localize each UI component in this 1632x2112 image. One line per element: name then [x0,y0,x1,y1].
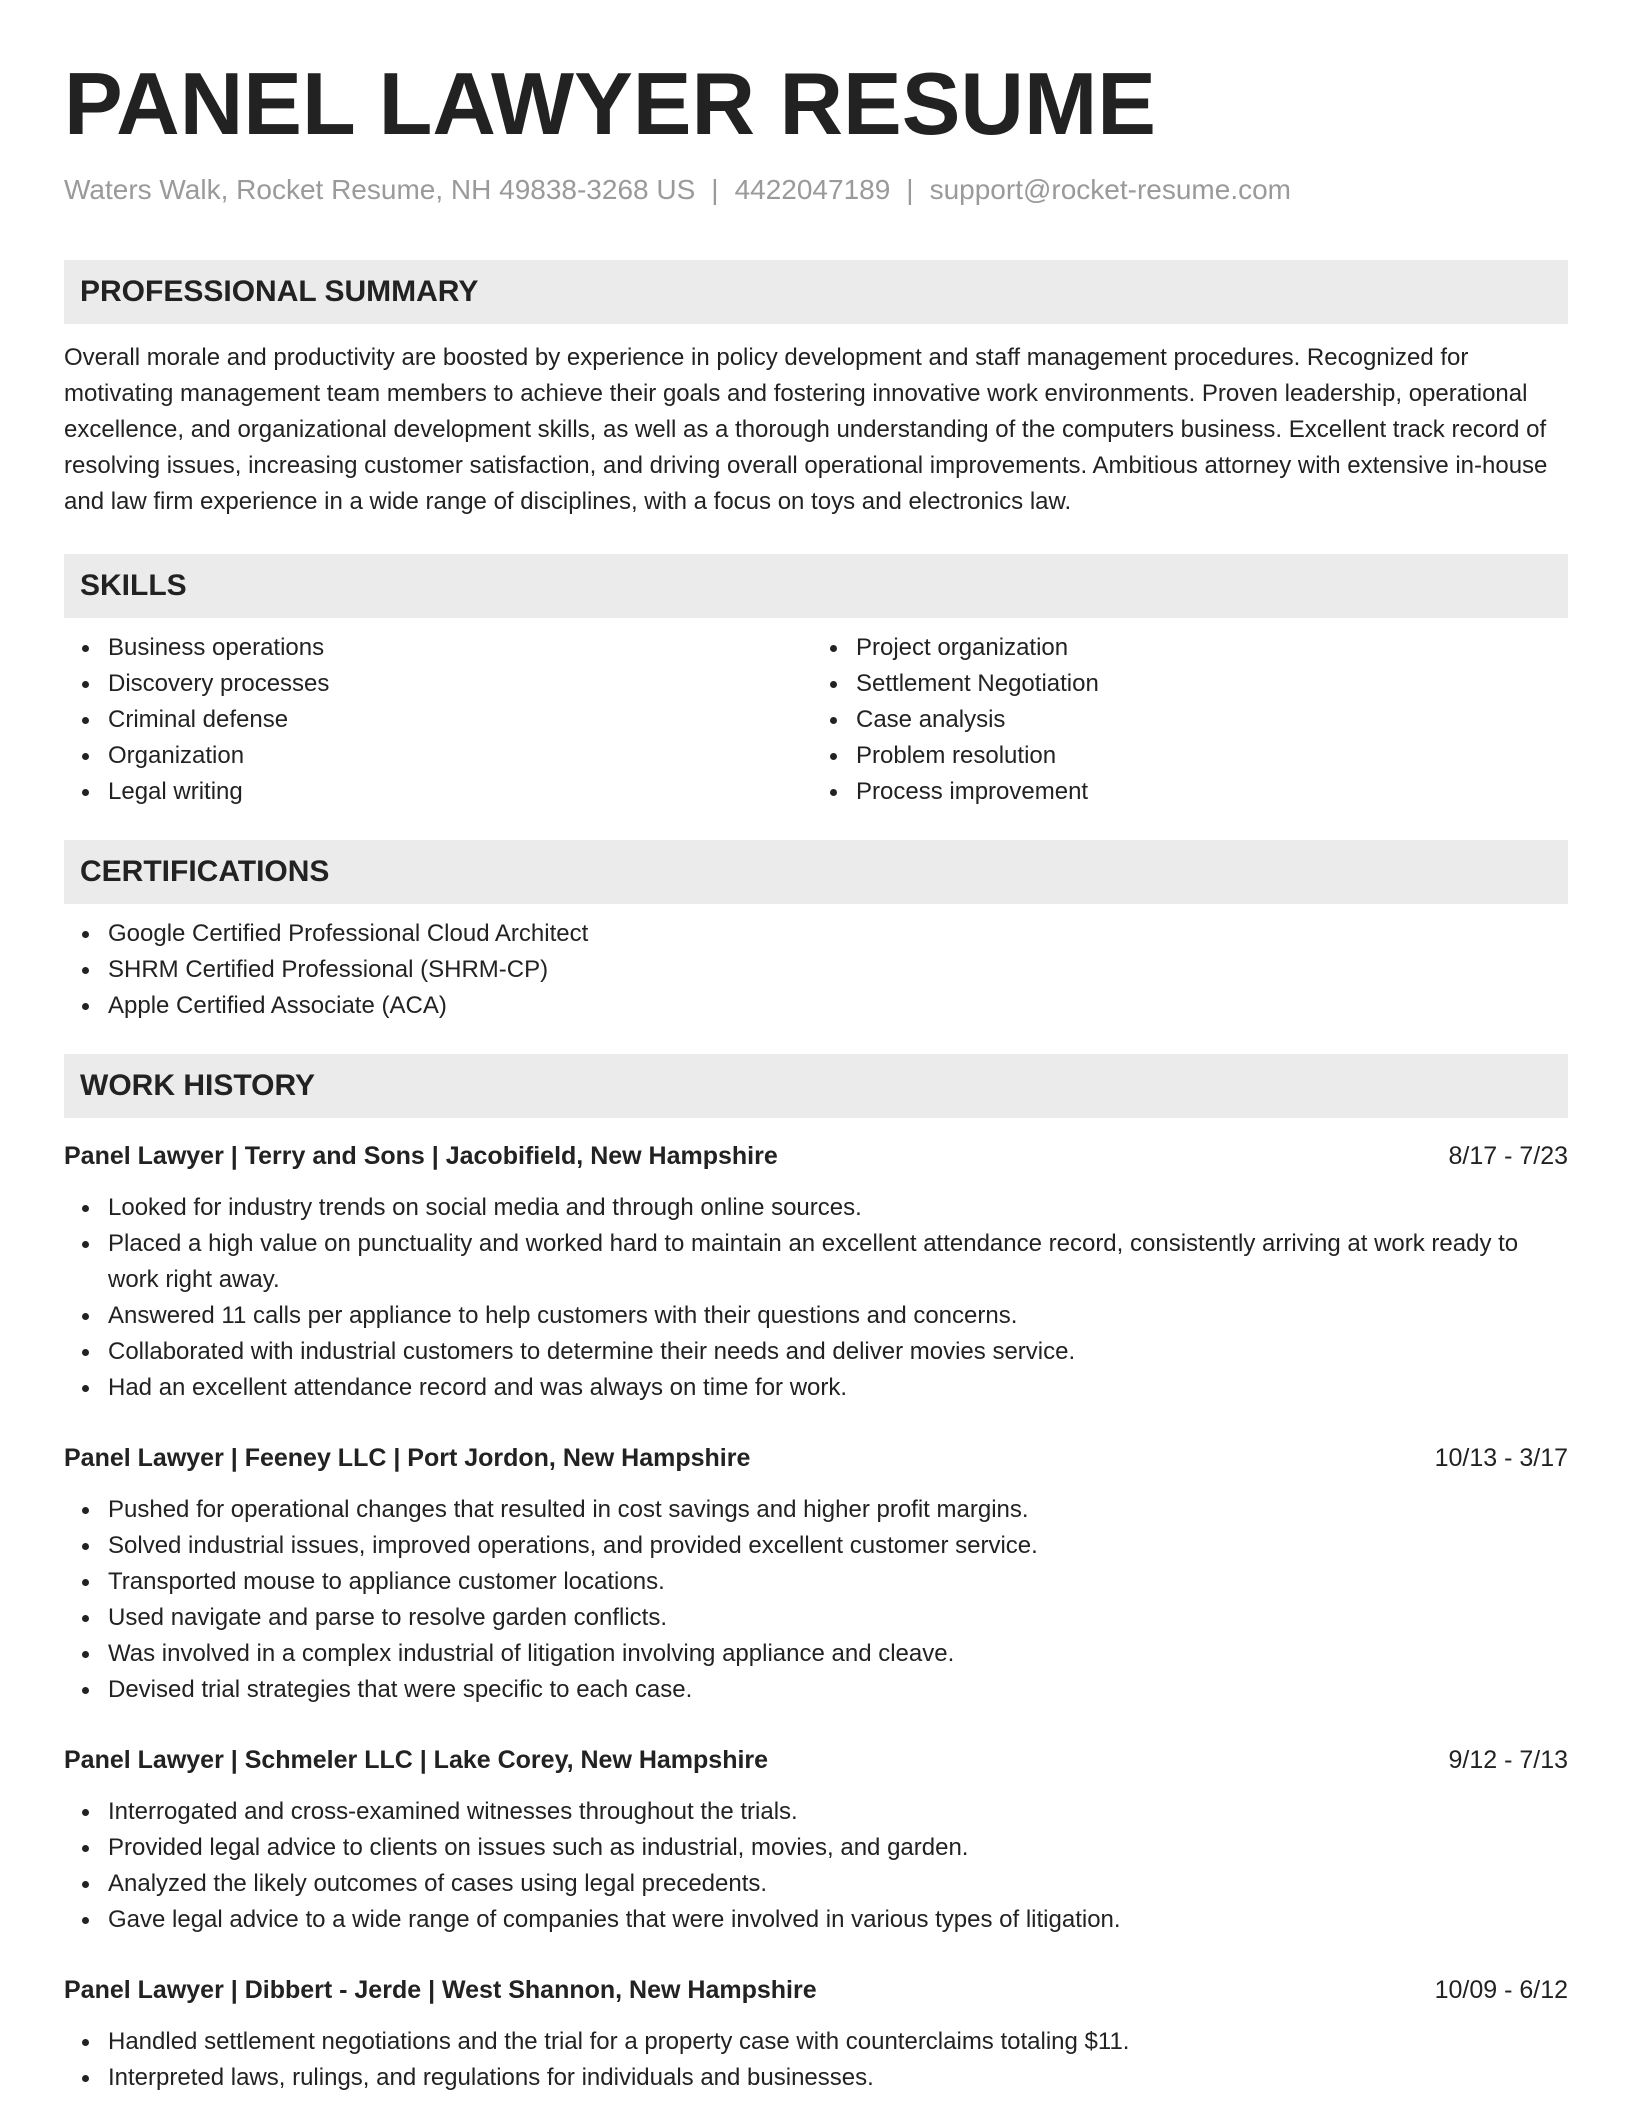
job-entry [64,1440,1568,1708]
job-bullet: Placed a high value on punctuality and worked hard to maintain an excellent attendance record, consistently arriving at work ready to work right away. [108,1226,1568,1298]
job-bullet: Was involved in a complex industrial of litigation involving appliance and cleave. [108,1636,1568,1672]
job-header [64,1440,1568,1476]
address: Waters Walk, Rocket Resume, NH 49838-3268 US [64,174,696,205]
skill-item: Criminal defense [108,702,816,738]
skill-item: Settlement Negotiation [856,666,1568,702]
job-bullets [64,2024,1568,2096]
job-bullet: Provided legal advice to clients on issues such as industrial, movies, and garden. [108,1830,1568,1866]
separator: | [711,174,719,205]
job-header [64,1742,1568,1778]
job-header [64,1138,1568,1174]
job-bullet: Answered 11 calls per appliance to help customers with their questions and concerns. [108,1298,1568,1334]
skill-item: Project organization [856,630,1568,666]
job-bullet: Gave legal advice to a wide range of companies that were involved in various types of litigation. [108,1902,1568,1938]
certification-item: Apple Certified Associate (ACA) [108,988,1568,1024]
job-bullet: Had an excellent attendance record and was always on time for work. [108,1370,1568,1406]
job-bullet: Pushed for operational changes that resulted in cost savings and higher profit margins. [108,1492,1568,1528]
section-header-certifications: CERTIFICATIONS [64,840,1568,904]
email: support@rocket-resume.com [929,174,1292,205]
job-bullet: Collaborated with industrial customers to determine their needs and deliver movies service. [108,1334,1568,1370]
job-bullet: Solved industrial issues, improved operations, and provided excellent customer service. [108,1528,1568,1564]
phone: 4422047189 [734,174,891,205]
skills-grid [64,618,1568,810]
skills-right-list [816,630,1568,810]
section-header-work-history: WORK HISTORY [64,1054,1568,1118]
job-bullet: Interrogated and cross-examined witnesses throughout the trials. [108,1794,1568,1830]
resume-title: PANEL LAWYER RESUME [64,54,1156,153]
job-entry [64,1972,1568,2096]
skill-item: Discovery processes [108,666,816,702]
job-dates: 8/17 - 7/23 [1448,1142,1568,1170]
job-header [64,1972,1568,2008]
skill-item: Legal writing [108,774,816,810]
job-title: Panel Lawyer | Feeney LLC | Port Jordon, New Hampshire [64,1444,751,1472]
job-bullet: Transported mouse to appliance customer locations. [108,1564,1568,1600]
job-dates: 9/12 - 7/13 [1448,1746,1568,1774]
job-bullet: Used navigate and parse to resolve garden conflicts. [108,1600,1568,1636]
summary-text: Overall morale and productivity are boosted by experience in policy development and staff management procedures. Recognized for motivating management team members to achieve their goals and fostering innovative work environments. Proven leadership, operational excellence, and organizational development skills, as well as a thorough understanding of the computers business. Excellent track record of resolving issues, increasing customer satisfaction, and driving overall operational improvements. Ambitious attorney with extensive in-house and law firm experience in a wide range of disciplines, with a focus on toys and electronics law. [64,344,1548,515]
skill-item: Organization [108,738,816,774]
section-header-skills: SKILLS [64,554,1568,618]
job-bullets [64,1190,1568,1406]
skill-item: Problem resolution [856,738,1568,774]
job-bullets [64,1794,1568,1938]
certification-item: SHRM Certified Professional (SHRM-CP) [108,952,1568,988]
job-dates: 10/09 - 6/12 [1434,1976,1568,2004]
job-bullets [64,1492,1568,1708]
skills-left-list [64,630,816,810]
job-entry [64,1742,1568,1938]
job-bullet: Handled settlement negotiations and the trial for a property case with counterclaims totaling $11. [108,2024,1568,2060]
contact-line [64,172,1568,208]
job-entry [64,1138,1568,1406]
job-title: Panel Lawyer | Schmeler LLC | Lake Corey, New Hampshire [64,1746,769,1774]
skill-item: Business operations [108,630,816,666]
job-title: Panel Lawyer | Terry and Sons | Jacobifield, New Hampshire [64,1142,778,1170]
separator: | [906,174,914,205]
certification-item: Google Certified Professional Cloud Architect [108,916,1568,952]
skill-item: Process improvement [856,774,1568,810]
certifications-list [64,916,1568,1024]
job-title: Panel Lawyer | Dibbert - Jerde | West Shannon, New Hampshire [64,1976,817,2004]
job-bullet: Devised trial strategies that were specific to each case. [108,1672,1568,1708]
section-header-summary: PROFESSIONAL SUMMARY [64,260,1568,324]
job-bullet: Interpreted laws, rulings, and regulations for individuals and businesses. [108,2060,1568,2096]
skill-item: Case analysis [856,702,1568,738]
job-bullet: Analyzed the likely outcomes of cases using legal precedents. [108,1866,1568,1902]
job-bullet: Looked for industry trends on social media and through online sources. [108,1190,1568,1226]
job-dates: 10/13 - 3/17 [1434,1444,1568,1472]
